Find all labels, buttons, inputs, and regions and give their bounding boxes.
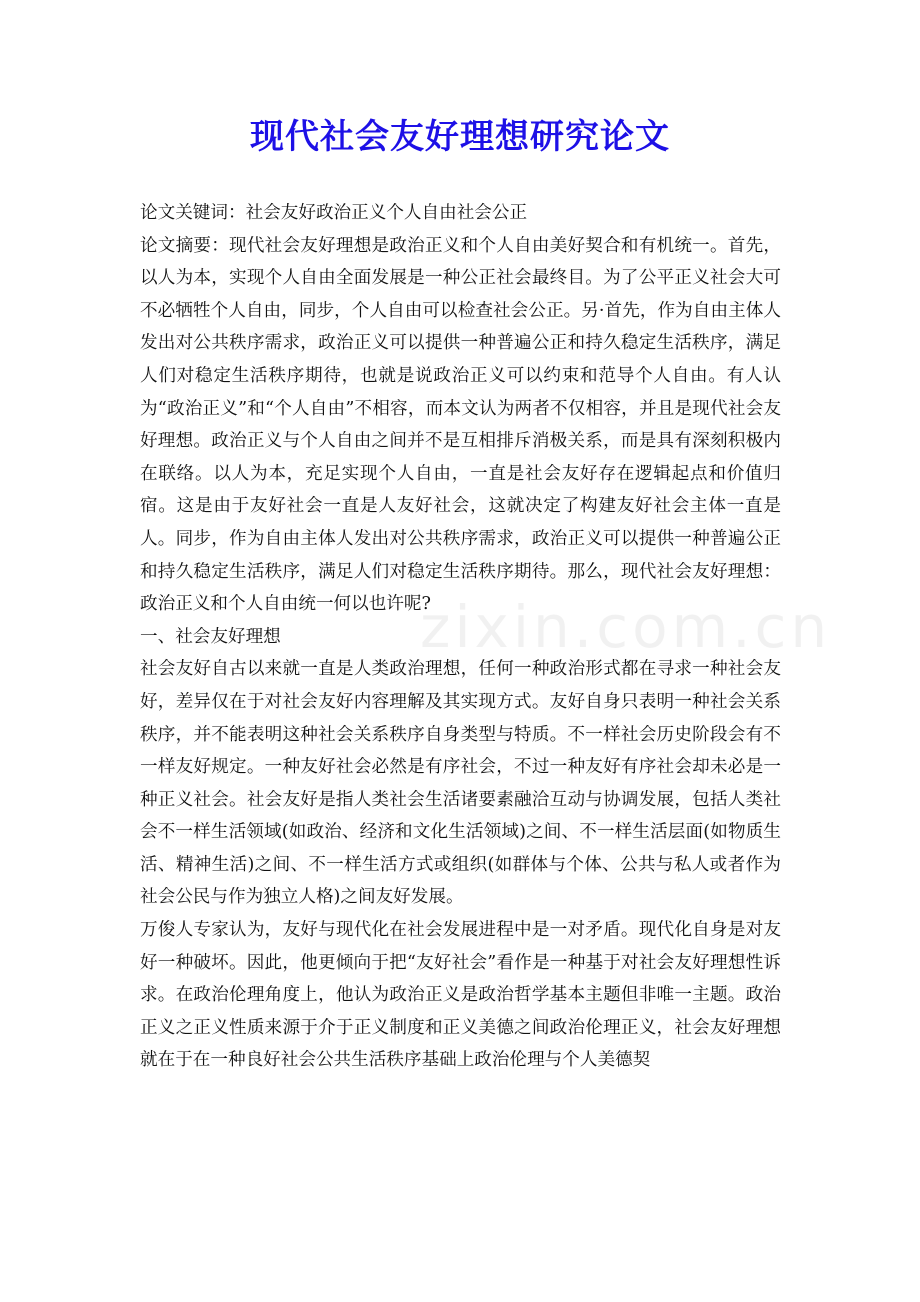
keywords-line: 论文关键词：社会友好政治正义个人自由社会公正 (140, 203, 528, 223)
body-paragraph: 社会友好自古以来就一直是人类政治理想，任何一种政治形式都在寻求一种社会友好，差异仅在于对社会友好内容理解及其实现方式。友好自身只表明一种社会关系秩序，并不能表明这种社会关系秩序自身类型与特质。不一样社会历史阶段会有不一样友好规定。一种友好社会必然是有序社会，不过一种友好有序社会却未必是一种正义社会。社会友好是指人类社会生活诸要素融洽互动与协调发展，包括人类社会不一样生活领域(如政治、经济和文化生活领域)之间、不一样生活层面(如物质生活、精神生活)之间、不一样生活方式或组织(如群体与个体、公共与私人或者作为社会公民与作为独立人格)之间友好发展。 (140, 659, 781, 908)
document-title: 现代社会友好理想研究论文 (250, 117, 670, 157)
watermark-text: zixin.com.cn (420, 593, 832, 661)
abstract-paragraph: 论文摘要：现代社会友好理想是政治正义和个人自由美好契合和有机统一。首先，以人为本，实现个人自由全面发展是一种公正社会最终目。为了公平正义社会大可不必牺牲个人自由，同步，个人自由可以检查社会公正。另·首先，作为自由主体人发出对公共秩序需求，政治正义可以提供一种普遍公正和持久稳定生活秩序，满足人们对稳定生活秩序期待，也就是说政治正义可以约束和范导个人自由。有人认为“政治正义”和“个人自由”不相容，而本文认为两者不仅相容，并且是现代社会友好理想。政治正义与个人自由之间并不是互相排斥消极关系，而是具有深刻积极内在联络。以人为本，充足实现个人自由，一直是社会友好存在逻辑起点和价值归宿。这是由于友好社会一直是人友好社会，这就决定了构建友好社会主体一直是人。同步，作为自由主体人发出对公共秩序需求，政治正义可以提供一种普遍公正和持久稳定生活秩序，满足人们对稳定生活秩序期待。那么，现代社会友好理想：政治正义和个人自由统一何以也许呢? (140, 235, 781, 615)
section-heading: 一、社会友好理想 (140, 626, 281, 647)
body-paragraph: 万俊人专家认为，友好与现代化在社会发展进程中是一对矛盾。现代化自身是对友好一种破坏。因此，他更倾向于把“友好社会”看作是一种基于对社会友好理想性诉求。在政治伦理角度上，他认为政治正义是政治哲学基本主题但非唯一主题。政治正义之正义性质来源于介于正义制度和正义美德之间政治伦理正义，社会友好理想就在于在一种良好社会公共生活秩序基础上政治伦理与个人美德契 (140, 920, 781, 1071)
document-body (140, 197, 781, 1077)
